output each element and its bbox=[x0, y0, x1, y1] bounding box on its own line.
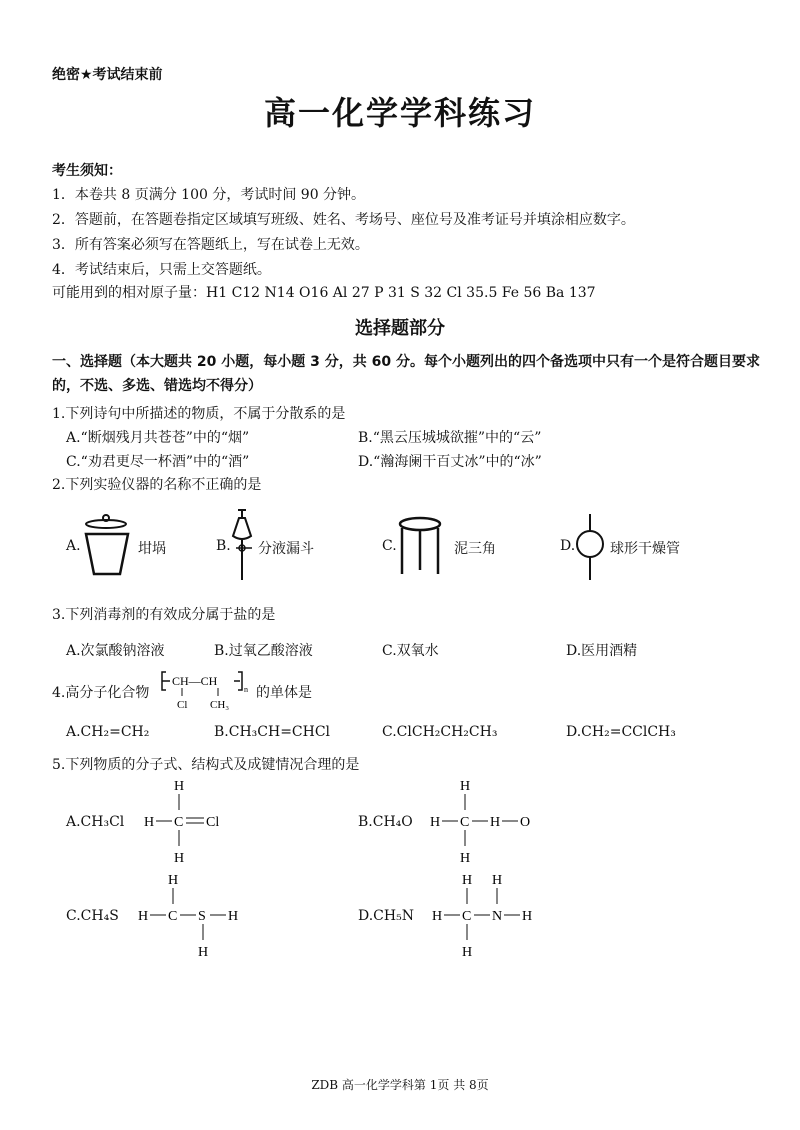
notice-item-1: 1．本卷共 8 页满分 100 分，考试时间 90 分钟。 bbox=[52, 187, 366, 203]
polymer-substituent-cl: Cl bbox=[177, 699, 188, 711]
question-4-option-a: A.CH₂=CH₂ bbox=[66, 724, 150, 740]
svg-text:H: H bbox=[462, 873, 473, 888]
notice-item-3: 3．所有答案必须写在答题纸上，写在试卷上无效。 bbox=[52, 237, 369, 253]
svg-text:H: H bbox=[168, 873, 179, 888]
question-2-option-c-name: 泥三角 bbox=[454, 541, 496, 557]
svg-text:C: C bbox=[460, 815, 470, 830]
question-2-option-b-letter: B. bbox=[216, 538, 231, 554]
drying-tube-icon bbox=[572, 512, 608, 582]
atomic-masses: 可能用到的相对原子量：H1 C12 N14 O16 Al 27 P 31 S 32 Cl 35.5 Fe 56 Ba 137 bbox=[52, 285, 596, 301]
question-4-stem-post: 的单体是 bbox=[256, 685, 312, 701]
question-2-option-d-letter: D. bbox=[560, 538, 576, 554]
section-title: 选择题部分 bbox=[355, 318, 445, 339]
svg-text:C: C bbox=[174, 815, 184, 830]
question-2-option-b-name: 分液漏斗 bbox=[258, 541, 314, 557]
polymer-substituent-ch3: CH₃ bbox=[210, 699, 230, 711]
svg-text:H: H bbox=[174, 851, 185, 866]
svg-text:N: N bbox=[492, 909, 503, 924]
question-4-stem-pre: 4.高分子化合物 bbox=[52, 685, 150, 701]
svg-text:H: H bbox=[522, 909, 533, 924]
svg-text:H: H bbox=[432, 909, 443, 924]
question-3-stem: 3.下列消毒剂的有效成分属于盐的是 bbox=[52, 607, 276, 623]
svg-text:H: H bbox=[490, 815, 501, 830]
svg-text:H: H bbox=[492, 873, 503, 888]
svg-text:H: H bbox=[144, 815, 155, 830]
svg-text:H: H bbox=[198, 945, 209, 960]
svg-text:S: S bbox=[198, 909, 206, 924]
polymer-n: n bbox=[244, 685, 248, 694]
question-1-stem: 1.下列诗句中所描述的物质，不属于分散系的是 bbox=[52, 406, 346, 422]
question-5-option-a: A.CH₃Cl bbox=[66, 814, 125, 830]
question-2-option-d-name: 球形干燥管 bbox=[610, 541, 680, 557]
svg-text:H: H bbox=[462, 945, 473, 960]
svg-text:Cl: Cl bbox=[206, 815, 220, 830]
svg-text:C: C bbox=[168, 909, 178, 924]
question-3-option-a: A.次氯酸钠溶液 bbox=[66, 643, 165, 659]
polymer-structure bbox=[160, 664, 256, 714]
question-3-option-b: B.过氧乙酸溶液 bbox=[214, 643, 313, 659]
section-instruction: 一、选择题（本大题共 20 小题，每小题 3 分，共 60 分。每个小题列出的四个备选项中只有一个是符合题目要求的，不选、多选、错选均不得分） bbox=[52, 354, 760, 394]
crucible-icon bbox=[80, 512, 140, 580]
question-1-option-c: C.“劝君更尽一杯酒”中的“酒” bbox=[66, 454, 250, 470]
question-2-option-a-letter: A. bbox=[66, 538, 81, 554]
structure-b bbox=[426, 774, 546, 866]
question-2-option-c-letter: C. bbox=[382, 538, 397, 554]
svg-text:C: C bbox=[462, 909, 472, 924]
question-4-option-b: B.CH₃CH=CHCl bbox=[214, 724, 331, 740]
question-5-option-b: B.CH₄O bbox=[358, 814, 413, 830]
svg-text:H: H bbox=[228, 909, 239, 924]
question-2-option-a-name: 坩埚 bbox=[138, 541, 166, 557]
svg-text:H: H bbox=[138, 909, 149, 924]
question-4-option-c: C.ClCH₂CH₂CH₃ bbox=[382, 724, 498, 740]
page-footer: ZDB 高一化学学科第 1页 共 8页 bbox=[311, 1078, 489, 1092]
question-5-option-c: C.CH₄S bbox=[66, 908, 119, 924]
question-1-option-d: D.“瀚海阑干百丈冰”中的“冰” bbox=[358, 454, 542, 470]
svg-text:H: H bbox=[460, 851, 471, 866]
svg-text:H: H bbox=[174, 779, 185, 794]
svg-text:O: O bbox=[520, 815, 531, 830]
question-3-option-d: D.医用酒精 bbox=[566, 643, 638, 659]
notice-heading: 考生须知： bbox=[52, 163, 122, 179]
page-title: 高一化学学科练习 bbox=[263, 94, 536, 132]
confidential-mark: 绝密★考试结束前 bbox=[52, 67, 163, 83]
question-3-option-c: C.双氧水 bbox=[382, 643, 439, 659]
svg-text:H: H bbox=[430, 815, 441, 830]
structure-d bbox=[428, 868, 548, 960]
structure-c bbox=[134, 868, 264, 960]
question-5-stem: 5.下列物质的分子式、结构式及成键情况合理的是 bbox=[52, 757, 360, 773]
question-1-option-b: B.“黑云压城城欲摧”中的“云” bbox=[358, 430, 542, 446]
question-1-option-a: A.“断烟残月共苍苍”中的“烟” bbox=[66, 430, 250, 446]
structure-a bbox=[140, 774, 240, 866]
notice-item-2: 2．答题前，在答题卷指定区域填写班级、姓名、考场号、座位号及准考证号并填涂相应数字。 bbox=[52, 212, 635, 228]
tripod-icon bbox=[396, 514, 444, 576]
polymer-chain: CH—CH bbox=[172, 674, 218, 688]
question-2-stem: 2.下列实验仪器的名称不正确的是 bbox=[52, 477, 262, 493]
notice-item-4: 4．考试结束后，只需上交答题纸。 bbox=[52, 262, 271, 278]
svg-text:H: H bbox=[460, 779, 471, 794]
question-5-option-d: D.CH₅N bbox=[358, 908, 414, 924]
question-4-option-d: D.CH₂=CClCH₃ bbox=[566, 724, 676, 740]
